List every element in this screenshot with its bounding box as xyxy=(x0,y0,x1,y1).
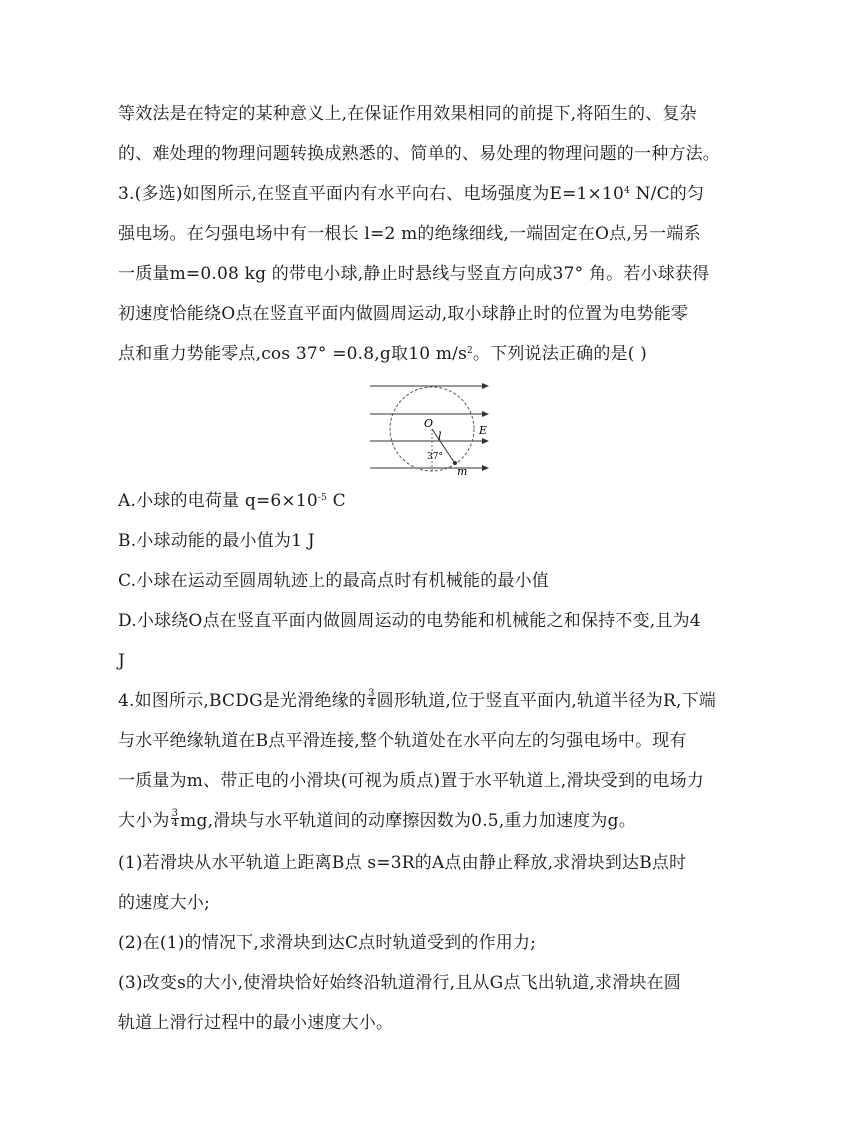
label-angle: 37° xyxy=(427,452,443,462)
electric-field-figure xyxy=(366,378,496,476)
q4-subquestion-3-line-1: (3)改变s的大小,使滑块恰好始终沿轨道滑行,且从G点飞出轨道,求滑块在圆 xyxy=(118,973,681,993)
q4-line-2: 与水平绝缘轨道在B点平滑连接,整个轨道处在水平向左的匀强电场中。现有 xyxy=(118,731,687,751)
q3-line-2: 强电场。在匀强电场中有一根长 l=2 m的绝缘细线,一端固定在O点,另一端系 xyxy=(118,224,701,244)
q4-subquestion-1-line-2: 的速度大小; xyxy=(118,893,210,913)
q3-option-d-line-1: D.小球绕O点在竖直平面内做圆周运动的电势能和机械能之和保持不变,且为4 xyxy=(118,611,701,631)
fraction-three-quarters: $\frac{3}{4}$ xyxy=(368,688,375,709)
field-diagram xyxy=(366,378,496,476)
label-e: E xyxy=(479,424,488,437)
intro-line-1: 等效法是在特定的某种意义上,在保证作用效果相同的前提下,将陌生的、复杂 xyxy=(118,104,697,124)
q3-option-c: C.小球在运动至圆周轨迹上的最高点时有机械能的最小值 xyxy=(118,571,550,591)
q3-line-3: 一质量m=0.08 kg 的带电小球,静止时悬线与竖直方向成37° 角。若小球获得 xyxy=(118,264,710,284)
q4-line-3: 一质量为m、带正电的小滑块(可视为质点)置于水平轨道上,滑块受到的电场力 xyxy=(118,771,704,791)
q4-subquestion-1-line-1: (1)若滑块从水平轨道上距离B点 s=3R的A点由静止释放,求滑块到达B点时 xyxy=(118,853,687,873)
fraction-three-quarters-force: $\frac{3}{4}$ xyxy=(171,808,179,829)
q3-line-1: 3.(多选)如图所示,在竖直平面内有水平向右、电场强度为$E=1\times 10^4$ N/C的匀 xyxy=(118,184,705,204)
label-o: O xyxy=(424,417,434,430)
q3-option-b: B.小球动能的最小值为1 J xyxy=(118,531,315,551)
q3-option-a: A.小球的电荷量 $q=6\times 10^{-5}$ C xyxy=(118,491,346,511)
intro-line-2: 的、难处理的物理问题转换成熟悉的、简单的、易处理的物理问题的一种方法。 xyxy=(118,144,720,164)
label-l: l xyxy=(438,430,442,443)
label-m: m xyxy=(457,465,468,476)
q3-line-4: 初速度恰能绕O点在竖直平面内做圆周运动,取小球静止时的位置为电势能零 xyxy=(118,304,689,324)
q3-line-5: 点和重力势能零点,cos 37° =0.8,g取10 $m/s^2$。下列说法正确的是( ) xyxy=(118,344,648,364)
q4-subquestion-3-line-2: 轨道上滑行过程中的最小速度大小。 xyxy=(118,1013,394,1033)
q3-option-d-line-2: J xyxy=(118,651,126,671)
q4-subquestion-2: (2)在(1)的情况下,求滑块到达C点时轨道受到的作用力; xyxy=(118,933,537,953)
q4-line-4: 大小为 $\frac{3}{4}$ mg,滑块与水平轨道间的动摩擦因数为0.5,重力加速度为g。 xyxy=(118,808,636,831)
q4-line-1: 4.如图所示,BCDG是光滑绝缘的 $\frac{3}{4}$ 圆形轨道,位于竖直平面内,轨道半径为R,下端 xyxy=(118,688,717,711)
